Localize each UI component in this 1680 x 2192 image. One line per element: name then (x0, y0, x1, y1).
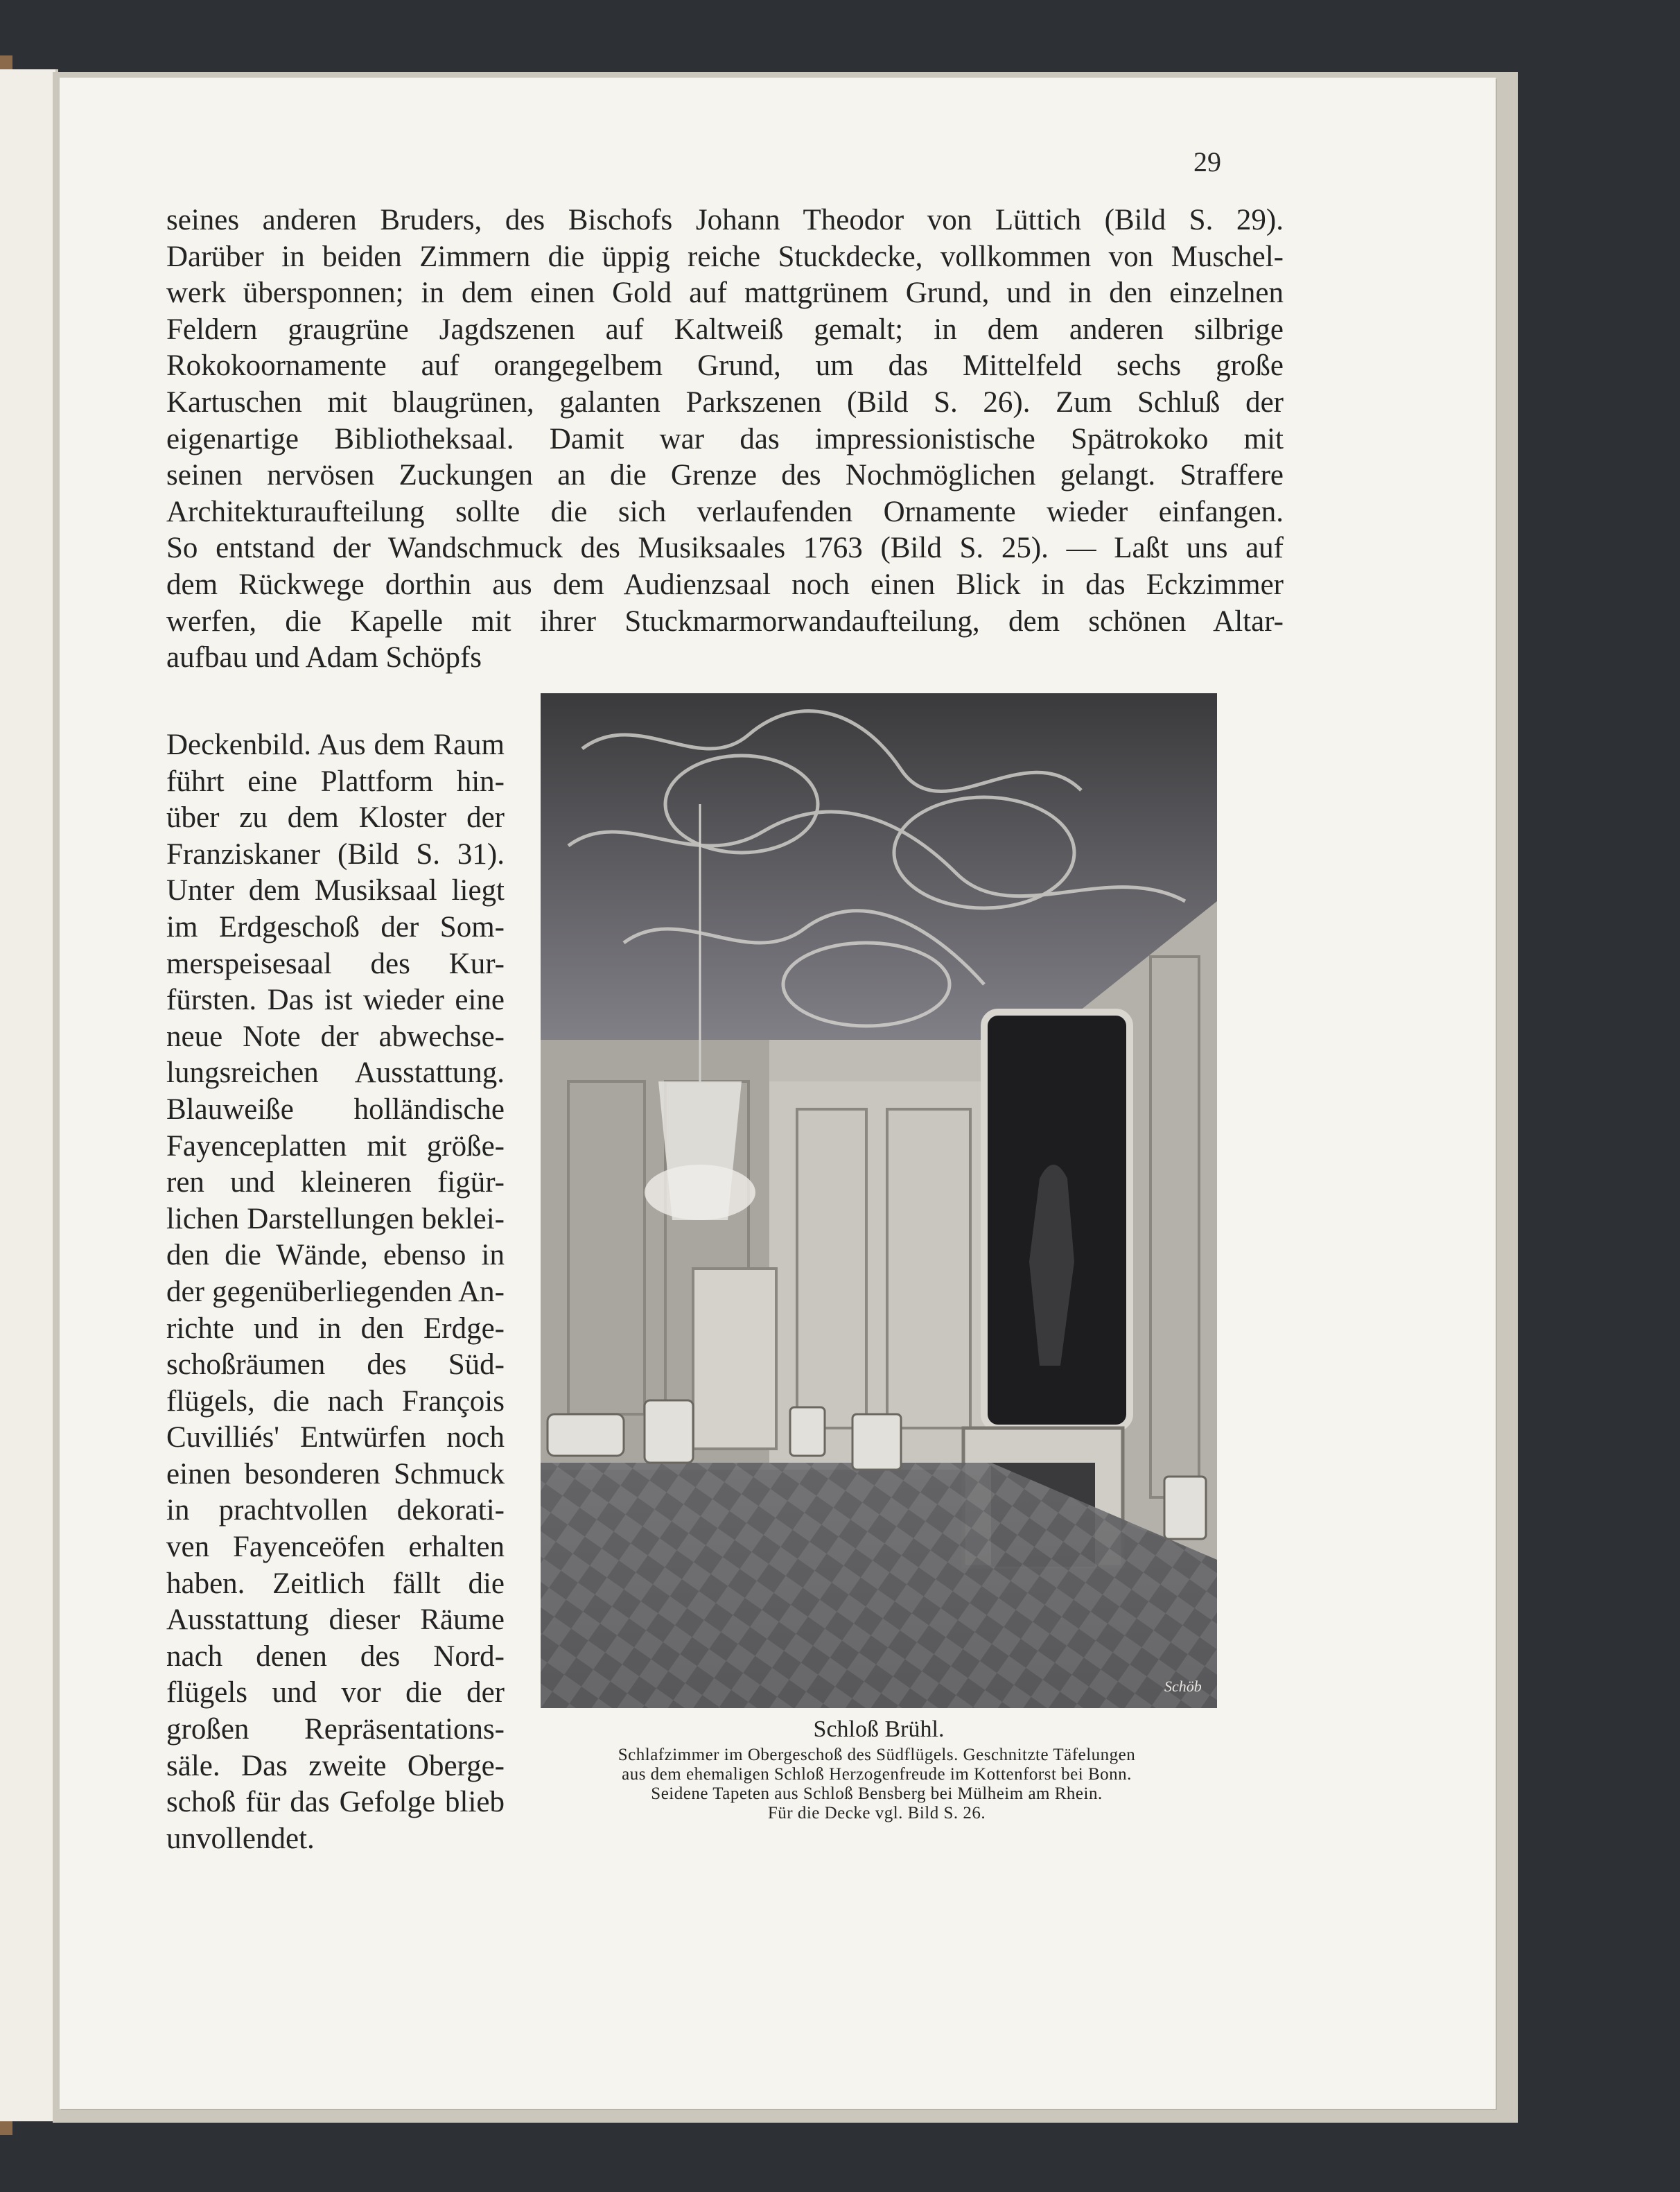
column-line: unvollendet. (166, 1822, 315, 1855)
body-text (166, 202, 1284, 677)
column-line: Fayenceplatten mit größe- (166, 1129, 505, 1163)
column-line: einen besonderen Schmuck (166, 1457, 505, 1490)
column-line: fürsten. Das ist wieder eine (166, 984, 505, 1017)
column-line: schoßräumen des Süd- (166, 1348, 505, 1382)
column-line: führt eine Plattform hin- (166, 765, 505, 798)
column-line: der gegenüberliegenden An- (166, 1275, 505, 1308)
text-line: werfen, die Kapelle mit ihrer Stuckmarmorwandaufteilung, dem schönen Altar- (166, 604, 1284, 638)
column-line: säle. Das zweite Oberge- (166, 1749, 505, 1782)
text-line: Architekturaufteilung sollte die sich verlaufenden Ornamente wieder einfangen. (166, 495, 1284, 528)
text-line: seines anderen Bruders, des Bischofs Johann Theodor von Lüttich (Bild S. 29). (166, 204, 1284, 236)
column-line: großen Repräsentations- (166, 1713, 505, 1746)
column-line: Franziskaner (Bild S. 31). (166, 837, 505, 871)
column-line: Blauweiße holländische (166, 1093, 505, 1126)
column-text (166, 727, 505, 1857)
caption-line: aus dem ehemaligen Schloß Herzogenfreude im Kottenforst bei Bonn. (622, 1765, 1132, 1784)
room-photograph (541, 693, 1217, 1708)
column-line: lungsreichen Ausstattung. (166, 1056, 505, 1090)
text-line: aufbau und Adam Schöpfs (166, 641, 482, 675)
caption-line: Schlafzimmer im Obergeschoß des Südflügels. Geschnitzte Täfelungen (618, 1746, 1136, 1764)
caption-title: Schloß Brühl. (813, 1716, 945, 1742)
text-line: dem Rückwege dorthin aus dem Audienzsaal noch einen Blick in das Eckzimmer (166, 568, 1284, 601)
column-line: den die Wände, ebenso in (166, 1239, 505, 1272)
text-line: eigenartige Bibliotheksaal. Damit war das impressionistische Spätrokoko mit (166, 422, 1284, 455)
text-line: werk übersponnen; in dem einen Gold auf mattgrünem Grund, und in den einzelnen (166, 277, 1284, 310)
column-line: Cuvilliés' Entwürfen noch (166, 1421, 505, 1454)
column-line: lichen Darstellungen beklei- (166, 1202, 505, 1235)
page-number: 29 (1193, 146, 1221, 177)
photo-signature: Schöb (1164, 1678, 1202, 1695)
column-line: flügels und vor die der (166, 1676, 505, 1710)
text-line: Feldern graugrüne Jagdszenen auf Kaltweiß gemalt; in dem anderen silbrige (166, 313, 1284, 346)
column-line: richte und in den Erdge- (166, 1312, 505, 1345)
caption-body (527, 1746, 1227, 1823)
text-line: seinen nervösen Zuckungen an die Grenze des Nochmöglichen gelangt. Straffere (166, 459, 1284, 492)
text-line: Darüber in beiden Zimmern die üppig reiche Stuckdecke, vollkommen von Muschel- (166, 240, 1284, 273)
column-line: über zu dem Kloster der (166, 801, 505, 835)
column-line: neue Note der abwechse- (166, 1020, 505, 1053)
text-line: Rokokoornamente auf orangegelbem Grund, um das Mittelfeld sechs große (166, 349, 1284, 383)
column-line: flügels, die nach François (166, 1384, 505, 1418)
text-line: So entstand der Wandschmuck des Musiksaales 1763 (Bild S. 25). — Laßt uns auf (166, 532, 1284, 565)
column-line: in prachtvollen dekorati- (166, 1494, 505, 1527)
column-line: Unter dem Musiksaal liegt (166, 874, 505, 907)
left-page-edge (0, 69, 58, 2121)
text-line: Kartuschen mit blaugrünen, galanten Parkszenen (Bild S. 26). Zum Schluß der (166, 385, 1284, 419)
column-line: Deckenbild. Aus dem Raum (166, 729, 505, 761)
column-line: Ausstattung dieser Räume (166, 1603, 505, 1637)
column-line: haben. Zeitlich fällt die (166, 1567, 505, 1600)
column-line: nach denen des Nord- (166, 1639, 505, 1673)
column-line: ren und kleineren figür- (166, 1166, 505, 1199)
column-line: merspeisesaal des Kur- (166, 947, 505, 980)
caption-line: Seidene Tapeten aus Schloß Bensberg bei Mülheim am Rhein. (651, 1784, 1103, 1803)
column-line: ven Fayenceöfen erhalten (166, 1531, 505, 1564)
column-line: schoß für das Gefolge blieb (166, 1786, 505, 1819)
caption-line: Für die Decke vgl. Bild S. 26. (767, 1804, 986, 1823)
column-line: im Erdgeschoß der Som- (166, 910, 505, 943)
